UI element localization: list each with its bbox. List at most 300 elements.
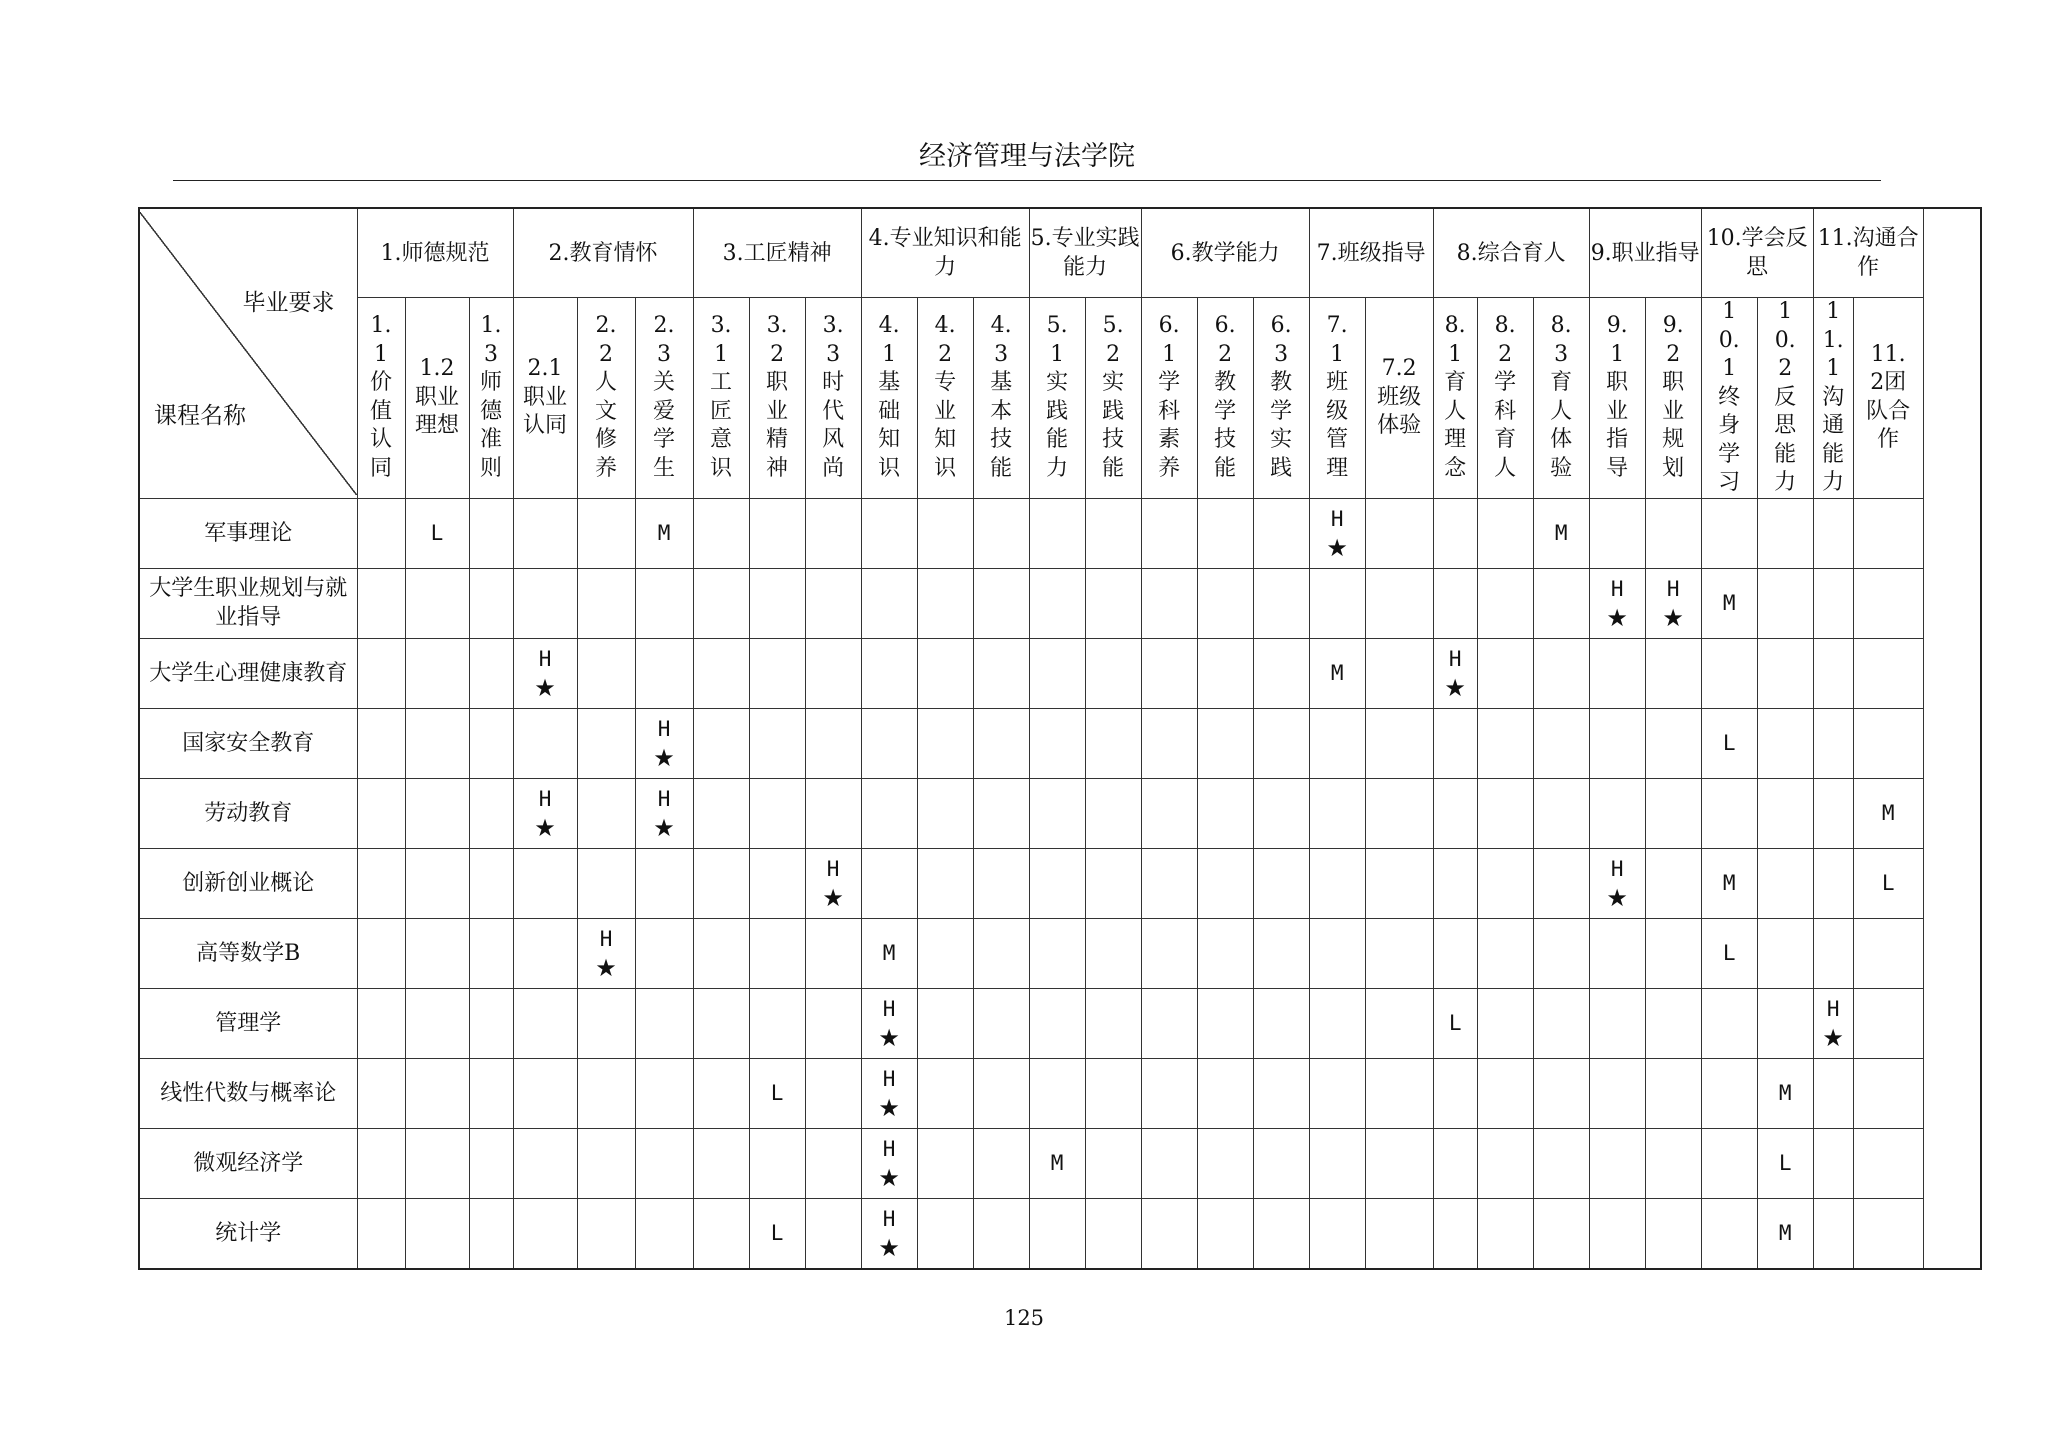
support-level-cell [1309, 988, 1365, 1058]
support-level-cell [1141, 638, 1197, 708]
support-level-cell [1477, 988, 1533, 1058]
table-row [139, 988, 1981, 1058]
support-level-cell [1589, 568, 1645, 638]
support-level-cell [1701, 708, 1757, 778]
support-level-cell [1197, 848, 1253, 918]
support-level-cell [1433, 1128, 1477, 1198]
support-level-cell [1197, 708, 1253, 778]
support-level-cell [1589, 848, 1645, 918]
support-level-value: H ★ [822, 857, 844, 912]
sub-requirement-header [577, 298, 635, 499]
sub-requirement-header [973, 298, 1029, 499]
sub-requirement-label: 9.1职业指导 [1606, 313, 1629, 481]
support-level-cell [357, 1128, 405, 1198]
support-level-cell [577, 638, 635, 708]
table-row [139, 1058, 1981, 1128]
support-level-cell [635, 638, 693, 708]
course-name: 劳动教育 [139, 778, 357, 848]
support-level-cell [693, 1058, 749, 1128]
support-level-cell [1365, 1058, 1433, 1128]
support-level-cell [1757, 1198, 1813, 1269]
support-level-value: M [1722, 871, 1736, 895]
support-level-cell [1533, 778, 1589, 848]
support-level-cell [693, 778, 749, 848]
support-level-cell [1533, 1058, 1589, 1128]
support-level-cell [693, 918, 749, 988]
support-level-cell [1645, 1058, 1701, 1128]
support-level-cell [973, 638, 1029, 708]
support-level-cell [469, 1128, 513, 1198]
support-level-cell [1701, 1128, 1757, 1198]
support-level-cell [1365, 1128, 1433, 1198]
support-level-cell [1813, 1128, 1853, 1198]
support-level-cell [1813, 1198, 1853, 1269]
sub-requirement-label: 3.2职业精神 [766, 313, 789, 481]
sub-header-row [139, 298, 1981, 499]
support-level-value: L [1448, 1011, 1462, 1035]
sub-requirement-header [1701, 298, 1757, 499]
support-level-cell [1533, 498, 1589, 568]
support-level-cell [1029, 778, 1085, 848]
support-level-cell [405, 1128, 469, 1198]
support-level-cell [1309, 498, 1365, 568]
support-level-cell [693, 638, 749, 708]
support-level-cell [577, 568, 635, 638]
support-level-cell [1433, 848, 1477, 918]
support-level-cell [693, 1128, 749, 1198]
support-level-cell [1197, 498, 1253, 568]
support-level-value: H ★ [1326, 507, 1348, 562]
support-level-value: M [1881, 801, 1895, 825]
support-level-cell [1701, 568, 1757, 638]
course-name: 管理学 [139, 988, 357, 1058]
support-level-cell [1853, 1198, 1923, 1269]
group-header: 10.学会反思 [1701, 208, 1813, 298]
support-level-cell [749, 778, 805, 848]
sub-requirement-header [693, 298, 749, 499]
table-row [139, 708, 1981, 778]
support-level-cell [805, 1058, 861, 1128]
support-level-cell [1589, 778, 1645, 848]
support-level-cell [861, 1198, 917, 1269]
support-level-value: H ★ [1662, 577, 1684, 632]
sub-requirement-label: 4.2专业知识 [934, 313, 957, 481]
support-level-cell [1533, 1128, 1589, 1198]
support-level-cell [1645, 988, 1701, 1058]
support-level-value: L [1722, 941, 1736, 965]
support-level-cell [861, 848, 917, 918]
support-level-cell [1701, 498, 1757, 568]
support-level-cell [1645, 918, 1701, 988]
support-level-cell [469, 848, 513, 918]
support-level-cell [1365, 848, 1433, 918]
sub-requirement-header [1813, 298, 1853, 499]
support-level-cell [917, 848, 973, 918]
support-level-cell [1365, 498, 1433, 568]
support-level-cell [513, 708, 577, 778]
support-level-cell [1141, 568, 1197, 638]
support-level-cell [357, 778, 405, 848]
sub-requirement-label: 1.3师德准则 [480, 313, 503, 481]
support-level-cell [973, 1198, 1029, 1269]
support-level-cell [1253, 988, 1309, 1058]
support-level-cell [469, 988, 513, 1058]
sub-requirement-label: 8.3育人体验 [1550, 313, 1573, 481]
sub-requirement-label: 5.2实践技能 [1102, 313, 1125, 481]
support-level-cell [1853, 568, 1923, 638]
sub-requirement-header [917, 298, 973, 499]
support-level-value: L [1778, 1151, 1792, 1175]
support-level-cell [1433, 988, 1477, 1058]
table-row [139, 778, 1981, 848]
support-level-cell [1757, 1058, 1813, 1128]
support-level-cell [749, 708, 805, 778]
support-level-cell [1645, 848, 1701, 918]
sub-requirement-label: 7.1班级管理 [1326, 313, 1349, 481]
course-name: 高等数学B [139, 918, 357, 988]
support-level-cell [749, 1198, 805, 1269]
support-level-cell [635, 568, 693, 638]
support-level-cell [1813, 498, 1853, 568]
sub-requirement-header [1141, 298, 1197, 499]
page-title: 经济管理与法学院 [919, 141, 1135, 172]
support-level-cell [693, 568, 749, 638]
support-level-cell [749, 1128, 805, 1198]
support-level-cell [513, 638, 577, 708]
sub-requirement-header [861, 298, 917, 499]
support-level-value: H ★ [653, 717, 675, 772]
support-level-cell [1253, 848, 1309, 918]
support-level-cell [1701, 1058, 1757, 1128]
support-level-cell [805, 1198, 861, 1269]
support-level-cell [635, 778, 693, 848]
sub-requirement-header [1477, 298, 1533, 499]
support-level-cell [805, 498, 861, 568]
support-level-cell [1853, 1128, 1923, 1198]
support-level-cell [1589, 1058, 1645, 1128]
support-level-cell [1701, 988, 1757, 1058]
support-level-cell [577, 1128, 635, 1198]
support-level-cell [861, 708, 917, 778]
support-level-cell [1085, 988, 1141, 1058]
support-level-cell [1645, 1198, 1701, 1269]
support-level-cell [805, 638, 861, 708]
support-level-cell [635, 1128, 693, 1198]
sub-requirement-header [1433, 298, 1477, 499]
support-level-cell [1645, 778, 1701, 848]
sub-requirement-header [469, 298, 513, 499]
support-level-cell [805, 1128, 861, 1198]
support-level-cell [1701, 1198, 1757, 1269]
support-level-cell [1141, 988, 1197, 1058]
support-level-cell [1757, 778, 1813, 848]
support-level-cell [861, 918, 917, 988]
sub-requirement-label: 11.1沟通能力 [1822, 299, 1845, 495]
support-level-cell [1365, 568, 1433, 638]
group-header: 7.班级指导 [1309, 208, 1433, 298]
table-row [139, 1198, 1981, 1269]
support-level-cell [1477, 1058, 1533, 1128]
support-level-cell [1757, 708, 1813, 778]
support-level-cell [1853, 708, 1923, 778]
support-level-cell [1853, 778, 1923, 848]
support-level-cell [1029, 568, 1085, 638]
support-level-cell [513, 778, 577, 848]
support-level-cell [635, 848, 693, 918]
course-name: 创新创业概论 [139, 848, 357, 918]
support-level-value: M [1778, 1081, 1792, 1105]
table-row [139, 918, 1981, 988]
support-level-value: L [1881, 871, 1895, 895]
support-level-cell [917, 638, 973, 708]
support-level-cell [405, 988, 469, 1058]
support-level-cell [1197, 778, 1253, 848]
sub-requirement-label: 5.1实践能力 [1046, 313, 1069, 481]
support-level-cell [1253, 568, 1309, 638]
support-level-cell [693, 988, 749, 1058]
support-level-cell [357, 1198, 405, 1269]
support-level-cell [917, 1128, 973, 1198]
sub-requirement-header [1085, 298, 1141, 499]
support-level-cell [917, 1198, 973, 1269]
course-name: 大学生心理健康教育 [139, 638, 357, 708]
support-level-cell [693, 848, 749, 918]
support-level-cell [1253, 708, 1309, 778]
group-header: 5.专业实践能力 [1029, 208, 1141, 298]
support-level-cell [1197, 638, 1253, 708]
support-level-cell [861, 638, 917, 708]
support-level-cell [1589, 498, 1645, 568]
support-level-cell [1433, 918, 1477, 988]
sub-requirement-header [513, 298, 577, 499]
support-level-cell [805, 568, 861, 638]
support-level-cell [1085, 498, 1141, 568]
group-header: 1.师德规范 [357, 208, 513, 298]
support-level-cell [1477, 1198, 1533, 1269]
group-header-row [139, 208, 1981, 298]
support-level-cell [861, 568, 917, 638]
support-level-cell [1197, 988, 1253, 1058]
sub-requirement-label: 4.3基本技能 [990, 313, 1013, 481]
support-level-value: H ★ [878, 997, 900, 1052]
support-level-cell [1029, 988, 1085, 1058]
sub-requirement-label: 6.3教学实践 [1270, 313, 1293, 481]
course-name: 大学生职业规划与就业指导 [139, 568, 357, 638]
support-level-cell [1433, 1058, 1477, 1128]
support-level-cell [1757, 918, 1813, 988]
support-level-cell [973, 498, 1029, 568]
support-level-cell [1197, 918, 1253, 988]
support-level-cell [577, 1058, 635, 1128]
support-level-cell [1309, 778, 1365, 848]
support-level-cell [1029, 848, 1085, 918]
support-level-cell [1029, 1198, 1085, 1269]
support-level-cell [513, 988, 577, 1058]
course-name: 微观经济学 [139, 1128, 357, 1198]
support-level-cell [973, 918, 1029, 988]
support-level-cell [749, 918, 805, 988]
support-level-cell [1433, 708, 1477, 778]
support-level-cell [405, 638, 469, 708]
sub-requirement-label: 7.2班级体验 [1377, 356, 1422, 438]
support-level-cell [1085, 1128, 1141, 1198]
support-level-cell [1365, 638, 1433, 708]
support-level-cell [1533, 848, 1589, 918]
course-requirement-matrix [138, 207, 1982, 1270]
support-level-cell [1029, 498, 1085, 568]
support-level-cell [1309, 1058, 1365, 1128]
support-level-cell [1757, 638, 1813, 708]
sub-requirement-header [635, 298, 693, 499]
support-level-value: H ★ [1822, 997, 1844, 1052]
support-level-cell [469, 918, 513, 988]
support-level-cell [1589, 1198, 1645, 1269]
sub-requirement-label: 1.2职业理想 [414, 356, 459, 438]
support-level-cell [1365, 918, 1433, 988]
support-level-cell [357, 848, 405, 918]
support-level-value: L [770, 1221, 784, 1245]
support-level-cell [1533, 708, 1589, 778]
support-level-cell [1645, 638, 1701, 708]
support-level-value: H ★ [878, 1207, 900, 1262]
group-header: 3.工匠精神 [693, 208, 861, 298]
sub-requirement-header [1197, 298, 1253, 499]
support-level-cell [1645, 568, 1701, 638]
support-level-cell [1533, 988, 1589, 1058]
support-level-cell [749, 848, 805, 918]
support-level-cell [1853, 988, 1923, 1058]
table-row [139, 1128, 1981, 1198]
support-level-cell [1141, 1058, 1197, 1128]
support-level-cell [1853, 1058, 1923, 1128]
sub-requirement-label: 2.3关爱学生 [653, 313, 676, 481]
support-level-cell [357, 498, 405, 568]
support-level-cell [577, 498, 635, 568]
support-level-value: M [1778, 1221, 1792, 1245]
support-level-cell [1813, 708, 1853, 778]
support-level-cell [749, 988, 805, 1058]
support-level-value: H ★ [1444, 647, 1466, 702]
support-level-cell [405, 498, 469, 568]
support-level-cell [917, 498, 973, 568]
sub-requirement-header [1309, 298, 1365, 499]
course-name: 统计学 [139, 1198, 357, 1269]
support-level-value: L [770, 1081, 784, 1105]
support-level-cell [1477, 568, 1533, 638]
support-level-cell [1197, 1058, 1253, 1128]
support-level-cell [513, 568, 577, 638]
support-level-cell [1533, 568, 1589, 638]
sub-requirement-label: 3.3时代风尚 [822, 313, 845, 481]
support-level-cell [1533, 1198, 1589, 1269]
support-level-cell [1813, 988, 1853, 1058]
support-level-cell [1433, 638, 1477, 708]
support-level-cell [1645, 498, 1701, 568]
sub-requirement-label: 2.1职业认同 [523, 356, 568, 438]
support-level-cell [1365, 988, 1433, 1058]
corner-header-cell [139, 208, 357, 498]
support-level-cell [1141, 778, 1197, 848]
sub-requirement-label: 9.2职业规划 [1662, 313, 1685, 481]
support-level-cell [469, 708, 513, 778]
support-level-cell [357, 568, 405, 638]
support-level-cell [861, 1058, 917, 1128]
support-level-cell [1853, 848, 1923, 918]
support-level-cell [1757, 1128, 1813, 1198]
support-level-cell [1433, 1198, 1477, 1269]
support-level-cell [861, 778, 917, 848]
support-level-cell [1477, 638, 1533, 708]
course-name: 国家安全教育 [139, 708, 357, 778]
support-level-cell [749, 638, 805, 708]
sub-requirement-label: 8.1育人理念 [1444, 313, 1467, 481]
support-level-cell [1141, 1128, 1197, 1198]
support-level-cell [917, 708, 973, 778]
support-level-cell [635, 918, 693, 988]
support-level-cell [1433, 778, 1477, 848]
support-level-cell [635, 498, 693, 568]
support-level-cell [805, 708, 861, 778]
support-level-cell [469, 638, 513, 708]
support-level-cell [469, 498, 513, 568]
sub-requirement-header [1365, 298, 1433, 499]
support-level-cell [405, 778, 469, 848]
support-level-cell [1253, 498, 1309, 568]
support-level-cell [577, 1198, 635, 1269]
sub-requirement-header [1533, 298, 1589, 499]
corner-top-label: 毕业要求 [242, 289, 335, 316]
support-level-cell [1701, 848, 1757, 918]
support-level-cell [1813, 1058, 1853, 1128]
support-level-cell [1477, 778, 1533, 848]
support-level-cell [1253, 1198, 1309, 1269]
sub-requirement-label: 2.2人文修养 [595, 313, 618, 481]
support-level-cell [1813, 848, 1853, 918]
sub-requirement-header [1253, 298, 1309, 499]
support-level-cell [1701, 778, 1757, 848]
support-level-cell [1253, 638, 1309, 708]
corner-bottom-label: 课程名称 [154, 402, 246, 429]
group-header: 9.职业指导 [1589, 208, 1701, 298]
support-level-cell [1029, 1058, 1085, 1128]
table-row [139, 638, 1981, 708]
page-header [173, 136, 1881, 181]
support-level-cell [749, 1058, 805, 1128]
support-level-value: M [882, 941, 896, 965]
support-level-cell [1589, 988, 1645, 1058]
support-level-value: H ★ [1606, 857, 1628, 912]
support-level-cell [577, 778, 635, 848]
sub-requirement-header [805, 298, 861, 499]
support-level-cell [973, 778, 1029, 848]
support-level-cell [749, 498, 805, 568]
support-level-cell [1085, 1198, 1141, 1269]
support-level-cell [405, 918, 469, 988]
support-level-cell [357, 638, 405, 708]
support-level-cell [1477, 708, 1533, 778]
support-level-cell [1253, 1058, 1309, 1128]
support-level-cell [1813, 638, 1853, 708]
table-row [139, 568, 1981, 638]
support-level-value: M [1554, 521, 1568, 545]
support-level-cell [1757, 988, 1813, 1058]
support-level-cell [917, 568, 973, 638]
support-level-value: H ★ [534, 787, 556, 842]
sub-requirement-label: 4.1基础知识 [878, 313, 901, 481]
support-level-cell [1253, 1128, 1309, 1198]
support-level-cell [973, 708, 1029, 778]
support-level-cell [1085, 638, 1141, 708]
